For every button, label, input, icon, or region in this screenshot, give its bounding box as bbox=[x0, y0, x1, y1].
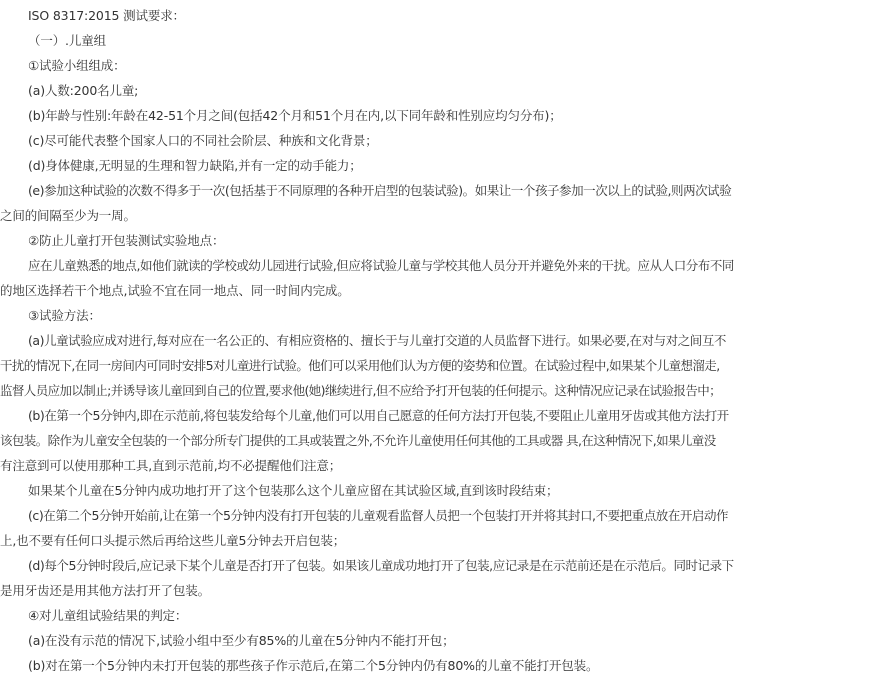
paragraph-line: 之间的间隔至少为一周。 bbox=[0, 208, 136, 223]
paragraph-line: 干扰的情况下,在同一房间内可同时安排5对儿童进行试验。他们可以采用他们认为方便的姿势和位置。在试验过程中,如果某个儿童想溜走, bbox=[0, 358, 720, 373]
paragraph-line: (a)在没有示范的情况下,试验小组中至少有85%的儿童在5分钟内不能打开包； bbox=[28, 633, 455, 648]
paragraph-line: 应在儿童熟悉的地点,如他们就读的学校或幼儿园进行试验,但应将试验儿童与学校其他人员分开并避免外来的干扰。应从人口分布不同 bbox=[28, 258, 734, 273]
paragraph-line: (d)每个5分钟时段后,应记录下某个儿童是否打开了包装。如果该儿童成功地打开了包装,应记录是在示范前还是在示范后。同时记录下 bbox=[28, 558, 734, 573]
paragraph-line: 监督人员应加以制止;并诱导该儿童回到自己的位置,要求他(她)继续进行,但不应给予打开包装的任何提示。这种情况应记录在试验报告中； bbox=[0, 383, 722, 398]
paragraph-line: (b)对在第一个5分钟内未打开包装的那些孩子作示范后,在第二个5分钟内仍有80%的儿童不能打开包装。 bbox=[28, 658, 599, 673]
section-title: （一）.儿童组 bbox=[28, 33, 106, 48]
paragraph-line: (b)在第一个5分钟内,即在示范前,将包装发给每个儿童,他们可以用自己愿意的任何方法打开包装,不要阻止儿童用牙齿或其他方法打开 bbox=[28, 408, 729, 423]
paragraph-line: 有注意到可以使用那种工具,直到示范前,均不必提醒他们注意； bbox=[0, 458, 342, 473]
doc-heading: ISO 8317:2015 测试要求： bbox=[28, 8, 185, 23]
paragraph-line: (d)身体健康,无明显的生理和智力缺陷,并有一定的动手能力； bbox=[28, 158, 362, 173]
paragraph-line: 该包装。除作为儿童安全包装的一个部分所专门提供的工具或装置之外,不允许儿童使用任何其他的工具或器 具,在这种情况下,如果儿童没 bbox=[0, 433, 716, 448]
paragraph-line: (c)在第二个5分钟开始前,让在第一个5分钟内没有打开包装的儿童观看监督人员把一个包装打开并将其封口,不要把重点放在开启动作 bbox=[28, 508, 729, 523]
subsection-title: ③试验方法： bbox=[28, 308, 101, 323]
subsection-title: ④对儿童组试验结果的判定： bbox=[28, 608, 188, 623]
paragraph-line: (e)参加这种试验的次数不得多于一次(包括基于不同原理的各种开启型的包装试验)。如果让一个孩子参加一次以上的试验,则两次试验 bbox=[28, 183, 732, 198]
subsection-title: ②防止儿童打开包装测试实验地点： bbox=[28, 233, 225, 248]
paragraph-line: 如果某个儿童在5分钟内成功地打开了这个包装那么这个儿童应留在其试验区域,直到该时段结束； bbox=[28, 483, 559, 498]
paragraph-line: (a)儿童试验应成对进行,每对应在一名公正的、有相应资格的、擅长于与儿童打交道的人员监督下进行。如果必要,在对与对之间互不 bbox=[28, 333, 726, 348]
paragraph-line: (a)人数:200名儿童; bbox=[28, 83, 139, 98]
paragraph-line: (b)年龄与性别:年龄在42-51个月之间(包括42个月和51个月在内,以下同年龄和性别应均匀分布)； bbox=[28, 108, 562, 123]
paragraph-line: 的地区选择若干个地点,试验不宜在同一地点、同一时间内完成。 bbox=[0, 283, 350, 298]
paragraph-line: 是用牙齿还是用其他方法打开了包装。 bbox=[0, 583, 210, 598]
subsection-title: ①试验小组组成： bbox=[28, 58, 126, 73]
paragraph-line: (c)尽可能代表整个国家人口的不同社会阶层、种族和文化背景； bbox=[28, 133, 378, 148]
paragraph-line: 上,也不要有任何口头提示然后再给这些儿童5分钟去开启包装； bbox=[0, 533, 346, 548]
